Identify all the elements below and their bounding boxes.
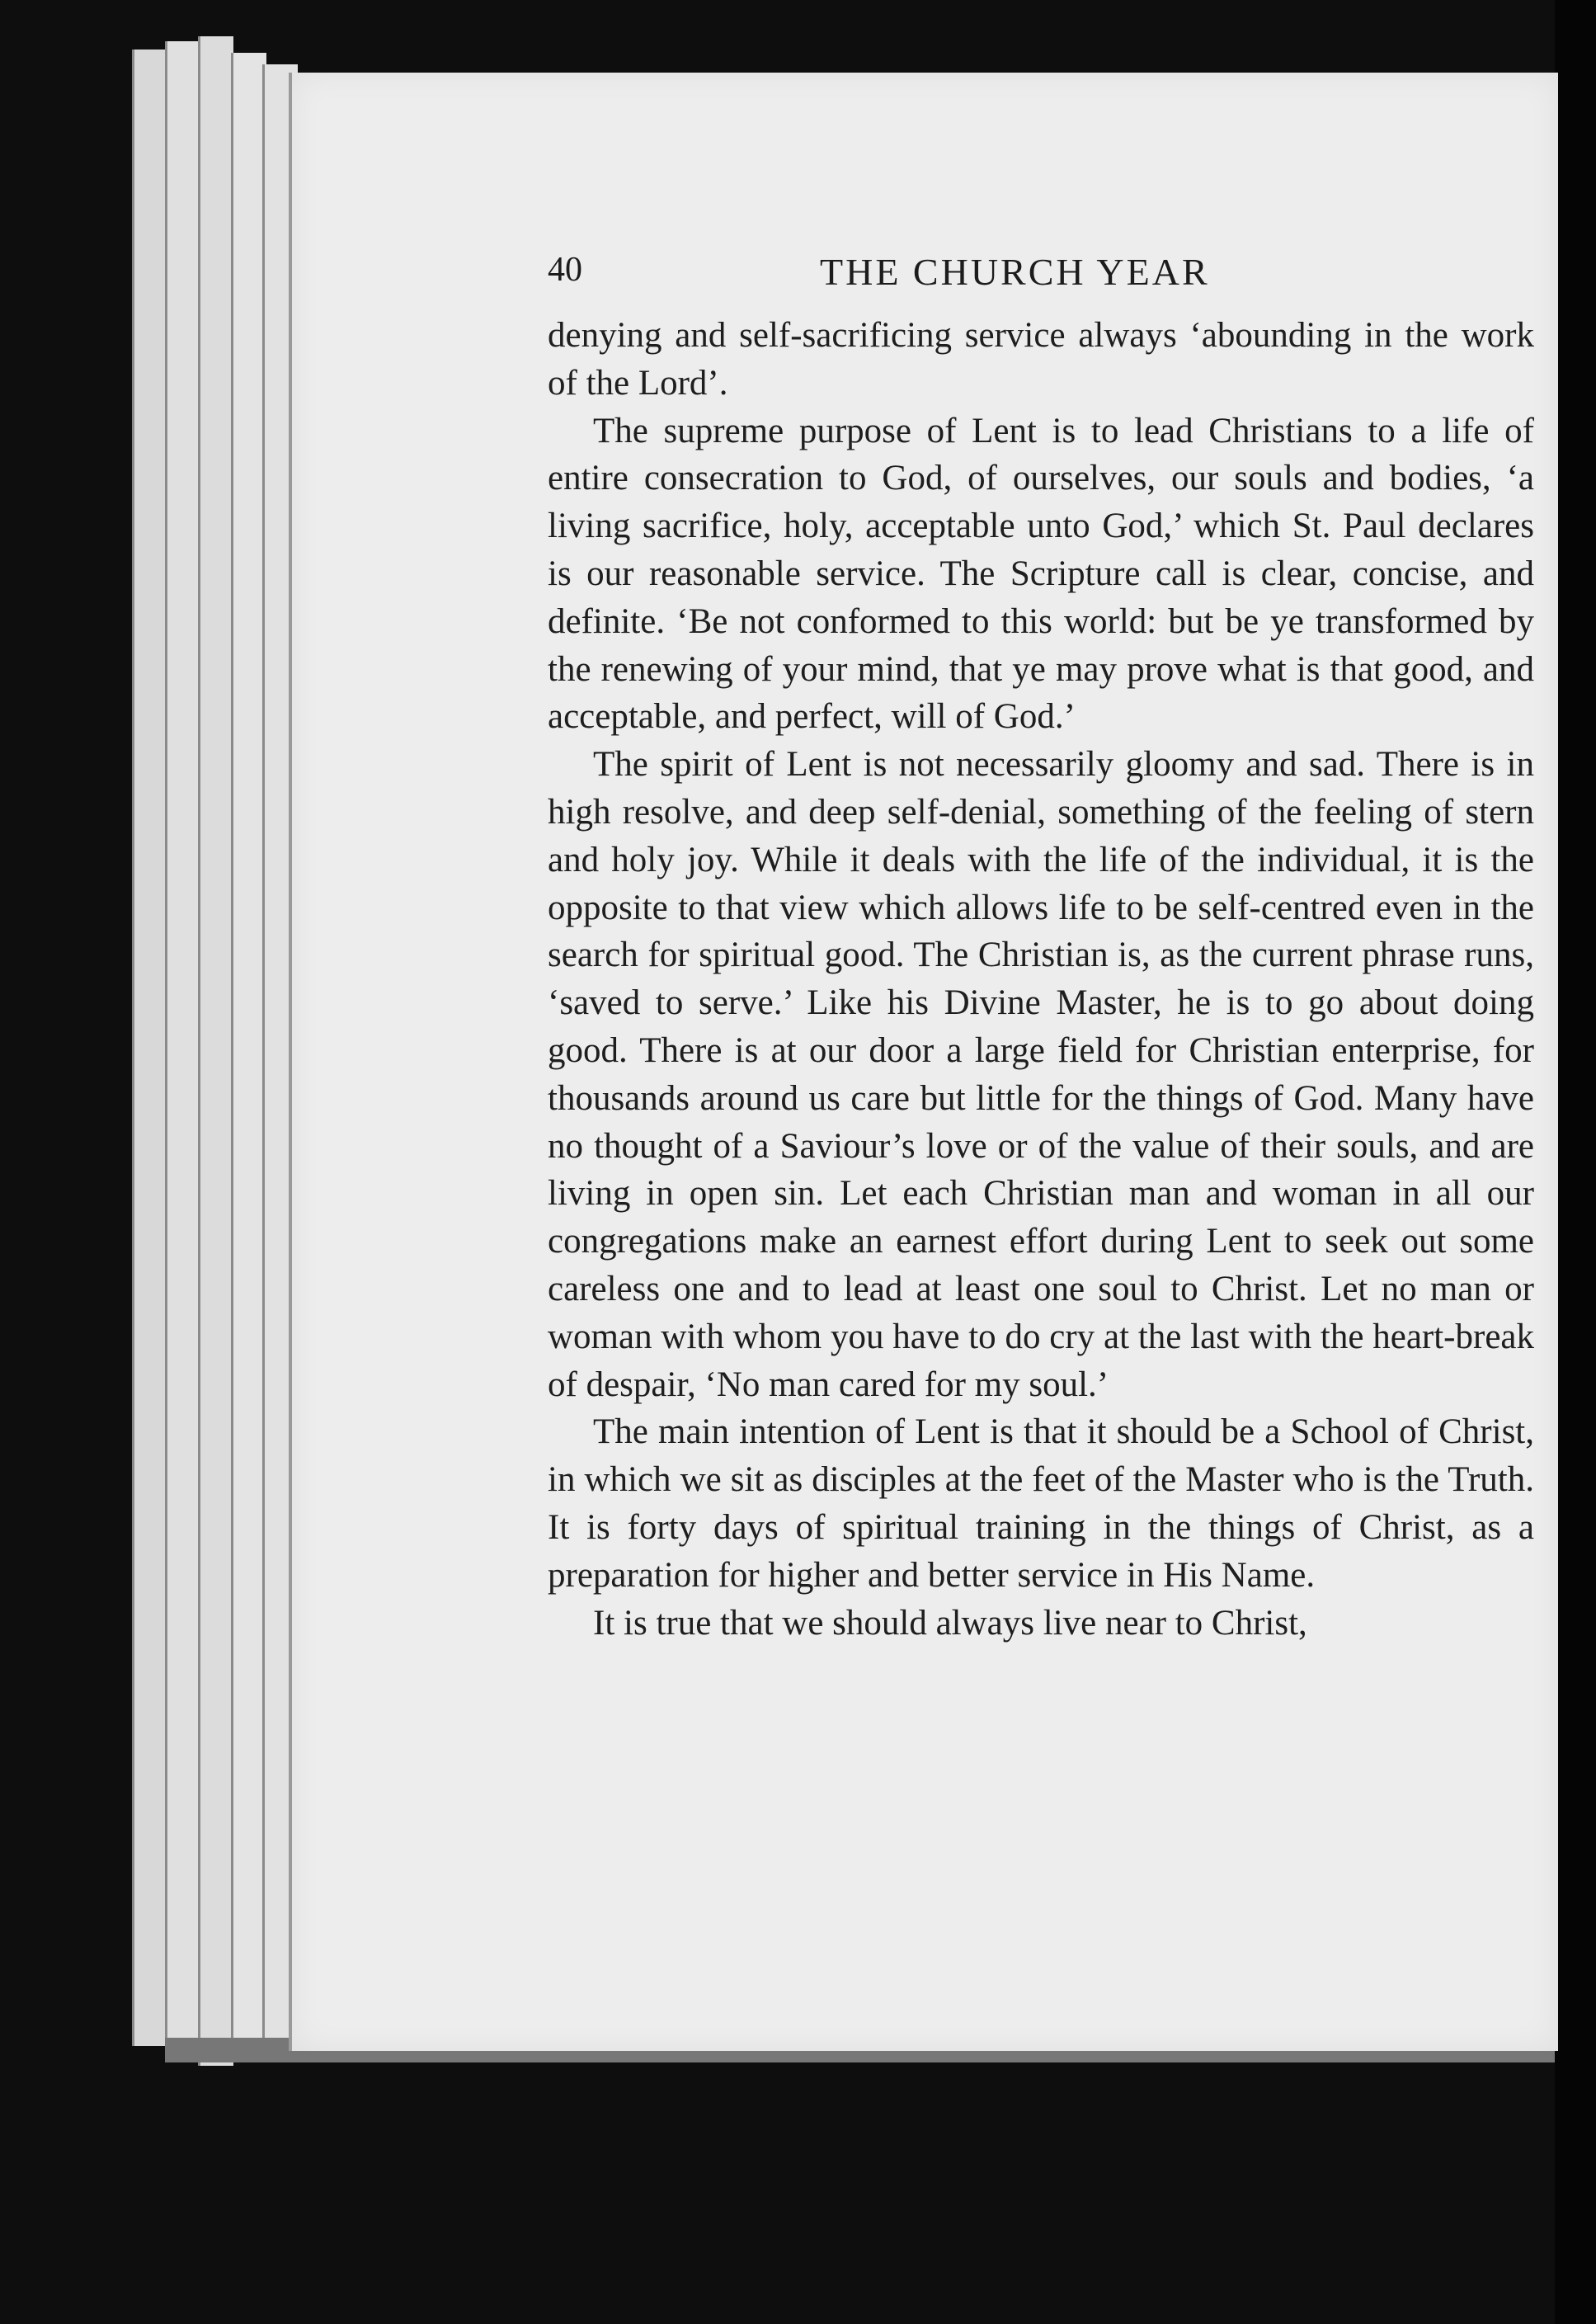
page-edge <box>231 53 266 2049</box>
page-edge <box>165 41 200 2054</box>
body-text <box>548 312 1534 1647</box>
paragraph: denying and self-sacrificing service always ‘abounding in the work of the Lord’. <box>548 316 1534 403</box>
paragraph: The supreme purpose of Lent is to lead Christians to a life of entire consecration to God, of ourselves, our souls and bodies, ‘a living sacrifice, holy, acceptable unto God,’ which St. Paul declares is our reasonable service. The Scripture call is clear, concise, and definite. ‘Be not conformed to this world: but be ye transformed by the renewing of your mind, that ye may prove what is that good, and acceptable, and perfect, will of God.’ <box>548 411 1534 737</box>
paragraph: It is true that we should always live near to Christ, <box>593 1603 1307 1643</box>
running-title: THE CHURCH YEAR <box>820 251 1210 293</box>
paragraph: The spirit of Lent is not necessarily gloomy and sad. There is in high resolve, and deep self-denial, something of the feeling of stern and holy joy. While it deals with the life of the individual, it is the opposite to that view which allows life to be self-centred even in the search for spiritual good. The Christian is, as the current phrase runs, ‘saved to serve.’ Like his Divine Master, he is to go about doing good. There is at our door a large field for Christian enterprise, for thousands around us care but little for the things of God. Many have no thought of a Saviour’s love or of the value of their souls, and are living in open sin. Let each Christian man and woman in all our congregations make an earnest effort during Lent to seek out some careless one and to lead at least one soul to Christ. Let no man or woman with whom you have to do cry at the last with the heart-break of despair, ‘No man cared for my soul.’ <box>548 745 1534 1404</box>
page-edge <box>198 36 233 2066</box>
book-page <box>289 73 1558 2051</box>
page-header <box>548 250 1537 308</box>
page-edge <box>132 49 167 2046</box>
page-number: 40 <box>548 251 582 289</box>
paragraph: The main intention of Lent is that it should be a School of Christ, in which we sit as disciples at the feet of the Master who is the Truth. It is forty days of spiritual training in the things of Christ, as a preparation for higher and better service in His Name. <box>548 1412 1534 1595</box>
binding-strip <box>1555 0 1596 2324</box>
